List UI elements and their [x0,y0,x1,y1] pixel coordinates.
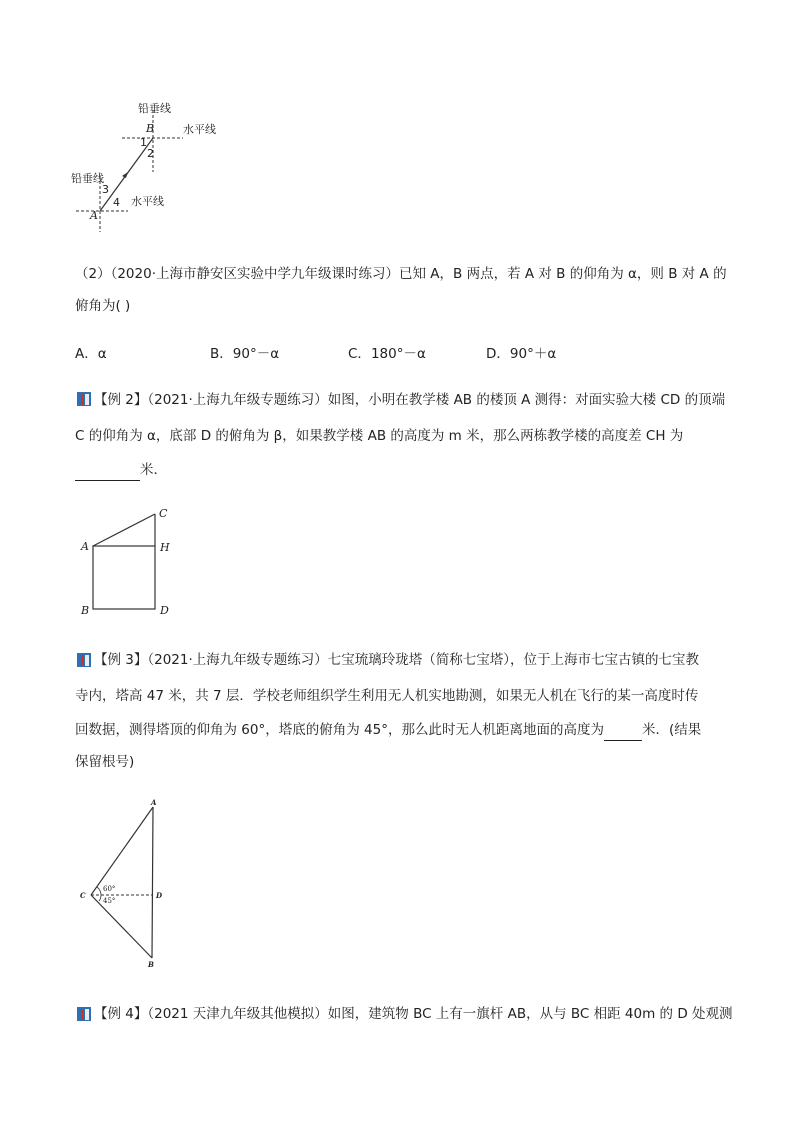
figure-pagoda [75,795,175,973]
angle-45-label: 45° [103,897,116,905]
point-a-label: A [90,209,98,222]
option-a: A．α [75,346,107,362]
angle-4-label: 4 [113,196,120,209]
point-b-label: B [148,960,154,969]
point-c-label: C [159,507,168,520]
point-b-label: B [146,122,155,135]
question2-line1: （2）（2020·上海市静安区实验中学九年级课时练习）已知 A，B 两点，若 A 对 B 的仰角为 α，则 B 对 A 的 [75,266,727,282]
book-icon [76,1006,92,1022]
angle-3-label: 3 [102,183,109,196]
horizontal-line-label-top: 水平线 [183,123,216,136]
book-icon [76,652,92,668]
plumb-line-label-top: 铅垂线 [138,102,171,115]
plumb-line-label-bottom: 铅垂线 [71,172,104,185]
example4-line1: 【例 4】（2021 天津九年级其他模拟）如图，建筑物 BC 上有一旗杆 AB，从与 BC 相距 40m 的 D 处观测 [94,1006,733,1022]
example2-line1: 【例 2】（2021·上海九年级专题练习）如图，小明在教学楼 AB 的楼顶 A 测得：对面实验大楼 CD 的顶端 [94,392,726,408]
horizontal-line-label-bottom: 水平线 [131,195,164,208]
question2-line2: 俯角为( ) [75,298,131,314]
example3-line2: 寺内，塔高 47 米，共 7 层．学校老师组织学生利用无人机实地勘测，如果无人机在飞行的某一高度时传 [75,688,699,704]
option-b: B．90°－α [210,346,280,362]
point-a-label: A [81,540,89,553]
angle-1-label: 1 [140,136,147,149]
option-c: C．180°－α [348,346,426,362]
example2-line2: C 的仰角为 α，底部 D 的俯角为 β，如果教学楼 AB 的高度为 m 米，那么两栋教学楼的高度差 CH 为 [75,428,684,444]
point-h-label: H [160,541,170,554]
option-d: D．90°＋α [486,346,557,362]
point-a-label: A [151,798,157,807]
point-d-label: D [156,891,163,900]
example2-line3: 米． [75,460,167,481]
angle-2-label: 2 [147,147,154,160]
point-b-label: B [81,604,90,617]
example3-line3: 回数据，测得塔顶的仰角为 60°，塔底的俯角为 45°，那么此时无人机距离地面的高度为 米．(结果 [75,720,701,741]
figure-buildings [70,505,190,620]
example3-line1: 【例 3】（2021·上海九年级专题练习）七宝琉璃玲珑塔（简称七宝塔），位于上海市七宝古镇的七宝教 [94,652,700,668]
book-icon [76,391,92,407]
example3-line4: 保留根号) [75,754,135,770]
point-d-label: D [160,604,169,617]
figure-angle-diagram [66,96,236,236]
angle-60-label: 60° [103,885,116,893]
answer-blank [75,460,140,481]
answer-blank [604,720,642,741]
point-c-label: C [80,891,86,900]
